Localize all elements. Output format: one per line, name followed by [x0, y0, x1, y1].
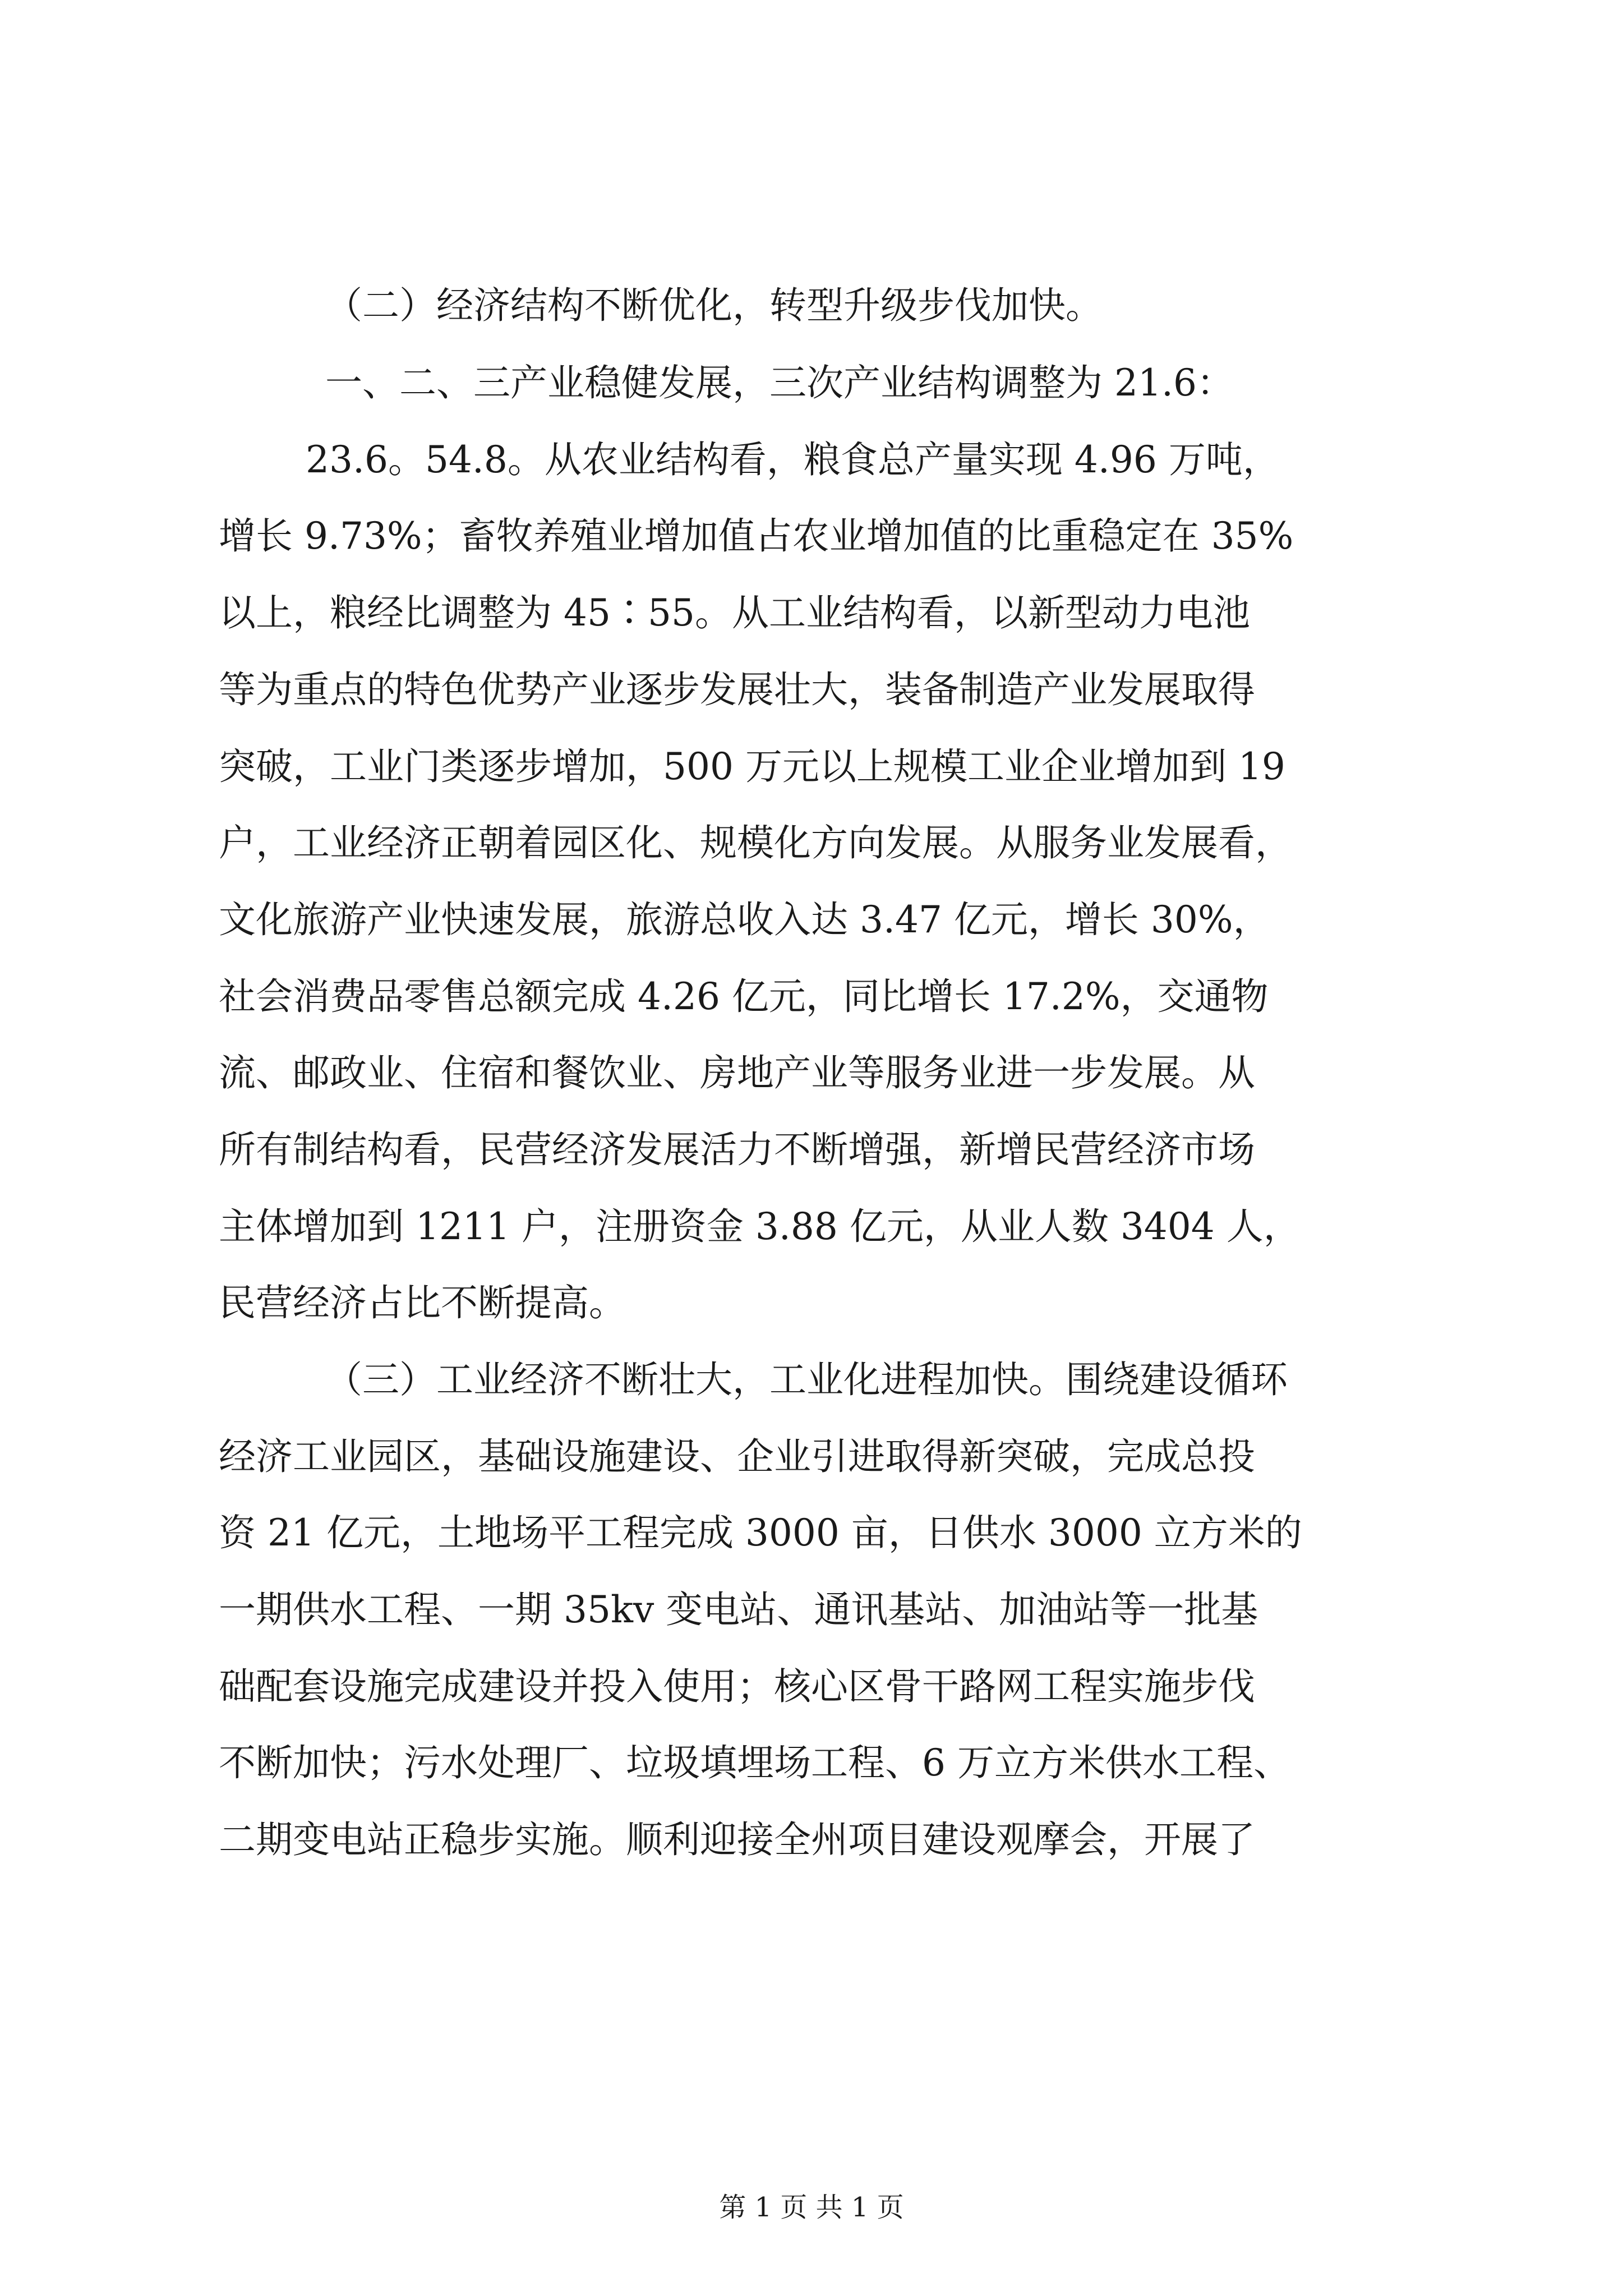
text-line-content: 社会消费品零售总额完成 4.26 亿元，同比增长 17.2%，交通物	[219, 975, 1269, 1018]
text-line	[0, 1432, 1623, 1482]
text-line	[0, 895, 1623, 945]
text-line-content: 础配套设施完成建设并投入使用；核心区骨干路网工程实施步伐	[219, 1665, 1255, 1708]
text-line	[0, 511, 1623, 562]
text-line-content: 突破，工业门类逐步增加，500 万元以上规模工业企业增加到 19	[219, 745, 1285, 788]
text-line-content: 等为重点的特色优势产业逐步发展壮大，装备制造产业发展取得	[219, 668, 1255, 711]
text-line-content: 一期供水工程、一期 35kv 变电站、通讯基站、加油站等一批基	[219, 1588, 1258, 1631]
text-line-content: 一、二、三产业稳健发展，三次产业结构调整为 21.6：	[325, 361, 1234, 404]
text-line	[0, 1815, 1623, 1865]
text-line-content: 文化旅游产业快速发展，旅游总收入达 3.47 亿元，增长 30%，	[219, 898, 1270, 941]
text-line	[0, 358, 1623, 408]
text-line	[0, 1585, 1623, 1635]
text-line	[0, 1125, 1623, 1175]
text-line	[0, 1662, 1623, 1712]
text-line-content: 经济工业园区，基础设施建设、企业引进取得新突破，完成总投	[219, 1435, 1255, 1478]
text-line-content: 民营经济占比不断提高。	[219, 1281, 626, 1324]
text-line-content: 资 21 亿元，土地场平工程完成 3000 亩，日供水 3000 立方米的	[219, 1511, 1302, 1554]
page-footer: 第 1 页 共 1 页	[719, 2192, 904, 2223]
paragraph-heading-3	[0, 1355, 1623, 1405]
text-line-content: 增长 9.73%；畜牧养殖业增加值占农业增加值的比重稳定在 35%	[219, 514, 1294, 558]
text-line	[0, 1048, 1623, 1098]
paragraph-heading-2	[0, 280, 1623, 331]
text-line	[0, 1278, 1623, 1328]
text-line	[0, 818, 1623, 868]
text-line	[0, 972, 1623, 1022]
text-line-content: 不断加快；污水处理厂、垃圾填埋场工程、6 万立方米供水工程、	[219, 1741, 1290, 1784]
text-line-content: 以上，粮经比调整为 45∶55。从工业结构看，以新型动力电池	[219, 591, 1250, 634]
text-line	[0, 435, 1623, 485]
text-line-content: 主体增加到 1211 户，注册资金 3.88 亿元，从业人数 3404 人，	[219, 1205, 1301, 1248]
text-line-content: 所有制结构看，民营经济发展活力不断增强，新增民营经济市场	[219, 1128, 1255, 1171]
text-line: （二）经济结构不断优化，转型升级步伐加快。	[325, 284, 1103, 327]
text-line	[0, 742, 1623, 792]
text-line-content: （三）工业经济不断壮大，工业化进程加快。围绕建设循环	[325, 1358, 1288, 1401]
text-line	[0, 588, 1623, 638]
text-line-content: 流、邮政业、住宿和餐饮业、房地产业等服务业进一步发展。从	[219, 1051, 1255, 1094]
text-line	[0, 1508, 1623, 1558]
text-line	[0, 665, 1623, 715]
text-line-content: 户，工业经济正朝着园区化、规模化方向发展。从服务业发展看，	[219, 821, 1292, 864]
text-line	[0, 1738, 1623, 1788]
text-line	[0, 1202, 1623, 1252]
text-line-content: 二期变电站正稳步实施。顺利迎接全州项目建设观摩会，开展了	[219, 1818, 1255, 1861]
text-line-content: 23.6。54.8。从农业结构看，粮食总产量实现 4.96 万吨，	[306, 438, 1280, 481]
